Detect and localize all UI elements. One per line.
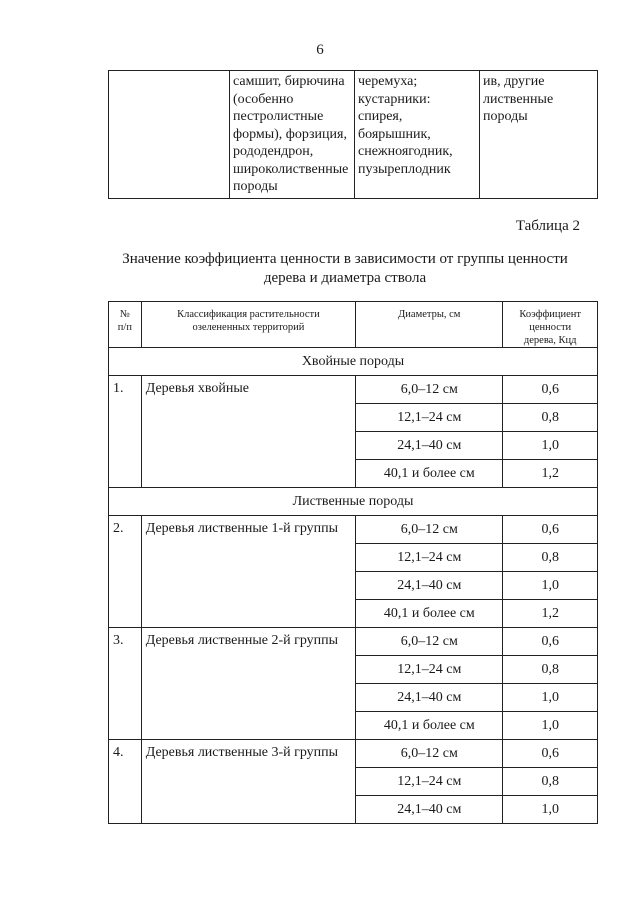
- diameter-cell: 6,0–12 см: [356, 628, 503, 656]
- text-line: пузыреплодник: [358, 161, 451, 177]
- coefficient-table: [108, 301, 598, 824]
- text-line: боярышник,: [358, 126, 431, 142]
- group-header-row: [109, 488, 598, 516]
- diameter-cell: 12,1–24 см: [356, 404, 503, 432]
- coefficient-cell: 1,0: [503, 432, 598, 460]
- page-number: 6: [316, 42, 324, 58]
- header-coefficient: [503, 302, 598, 348]
- header-diameter: [356, 302, 503, 348]
- classification-cell: Деревья лиственные 1-й группы: [141, 516, 355, 628]
- coefficient-cell: 1,2: [503, 460, 598, 488]
- text-line: лиственные: [483, 91, 554, 107]
- diameter-cell: 24,1–40 см: [356, 572, 503, 600]
- text-line: дерева и диаметра ствола: [263, 270, 427, 286]
- classification-cell: Деревья лиственные 2-й группы: [141, 628, 355, 740]
- text-line: дерева, Кцд: [523, 335, 577, 346]
- text-line: черемуха;: [358, 74, 418, 89]
- text-line: Коэффициент: [519, 309, 581, 320]
- text-line: пестролистные: [233, 109, 324, 124]
- diameter-cell: 6,0–12 см: [356, 376, 503, 404]
- diameter-cell: 12,1–24 см: [356, 768, 503, 796]
- coefficient-cell: 0,6: [503, 740, 598, 768]
- text-line: (особенно: [233, 91, 294, 107]
- classification-cell: Деревья хвойные: [141, 376, 355, 488]
- header-num: [109, 302, 142, 348]
- text-line: ив, другие: [483, 74, 545, 89]
- text-line: породы: [483, 109, 528, 124]
- table-row: [109, 628, 598, 656]
- table-label: Таблица 2: [515, 218, 580, 234]
- coefficient-cell: 0,6: [503, 376, 598, 404]
- text-line: широколиственные: [233, 161, 349, 177]
- table-body: [109, 348, 598, 824]
- diameter-cell: 24,1–40 см: [356, 684, 503, 712]
- text-line: рододендрон,: [233, 144, 314, 159]
- text-line: ценности: [529, 322, 572, 333]
- coefficient-cell: 1,0: [503, 572, 598, 600]
- diameter-cell: 40,1 и более см: [356, 600, 503, 628]
- coefficient-cell: 1,0: [503, 712, 598, 740]
- diameter-cell: 6,0–12 см: [356, 516, 503, 544]
- table-row: [109, 516, 598, 544]
- coefficient-cell: 0,8: [503, 544, 598, 572]
- diameter-cell: 24,1–40 см: [356, 432, 503, 460]
- group-header-row: [109, 348, 598, 376]
- coefficient-cell: 0,6: [503, 516, 598, 544]
- text-line: Значение коэффициента ценности в зависимости от группы ценности: [122, 251, 568, 267]
- continuation-cell-3: [355, 71, 480, 199]
- coefficient-cell: 0,8: [503, 656, 598, 684]
- text-line: спирея,: [358, 109, 403, 124]
- continuation-cell-4: [480, 71, 598, 199]
- coefficient-cell: 1,0: [503, 684, 598, 712]
- continuation-cell-2: [230, 71, 355, 199]
- diameter-cell: 24,1–40 см: [356, 796, 503, 824]
- coefficient-cell: 1,2: [503, 600, 598, 628]
- row-number: 1.: [109, 376, 142, 488]
- row-number: 4.: [109, 740, 142, 824]
- text-line: формы), форзиция,: [233, 126, 347, 142]
- text-line: Классификация растительности: [177, 309, 320, 320]
- text-line: п/п: [117, 322, 132, 333]
- diameter-cell: 6,0–12 см: [356, 740, 503, 768]
- text-line: озелененных территорий: [192, 322, 305, 333]
- text-line: породы: [233, 179, 278, 194]
- continuation-table: [108, 70, 598, 199]
- coefficient-cell: 1,0: [503, 796, 598, 824]
- text-line: самшит, бирючина: [233, 74, 345, 89]
- header-classification: [141, 302, 355, 348]
- table-header-row: [109, 302, 598, 348]
- coefficient-cell: 0,6: [503, 628, 598, 656]
- diameter-cell: 12,1–24 см: [356, 656, 503, 684]
- group-title: Хвойные породы: [109, 348, 598, 376]
- classification-cell: Деревья лиственные 3-й группы: [141, 740, 355, 824]
- text-line: Диаметры, см: [398, 309, 461, 320]
- text-line: снежноягодник,: [358, 144, 453, 159]
- table-row: [109, 740, 598, 768]
- continuation-cell-1: [109, 71, 230, 199]
- diameter-cell: 40,1 и более см: [356, 712, 503, 740]
- text-line: кустарники:: [358, 91, 431, 107]
- text-line: №: [119, 309, 130, 320]
- diameter-cell: 12,1–24 см: [356, 544, 503, 572]
- table-row: [109, 376, 598, 404]
- row-number: 2.: [109, 516, 142, 628]
- coefficient-cell: 0,8: [503, 404, 598, 432]
- diameter-cell: 40,1 и более см: [356, 460, 503, 488]
- row-number: 3.: [109, 628, 142, 740]
- group-title: Лиственные породы: [109, 488, 598, 516]
- table-title: [100, 250, 590, 288]
- continuation-row: [109, 71, 598, 199]
- coefficient-cell: 0,8: [503, 768, 598, 796]
